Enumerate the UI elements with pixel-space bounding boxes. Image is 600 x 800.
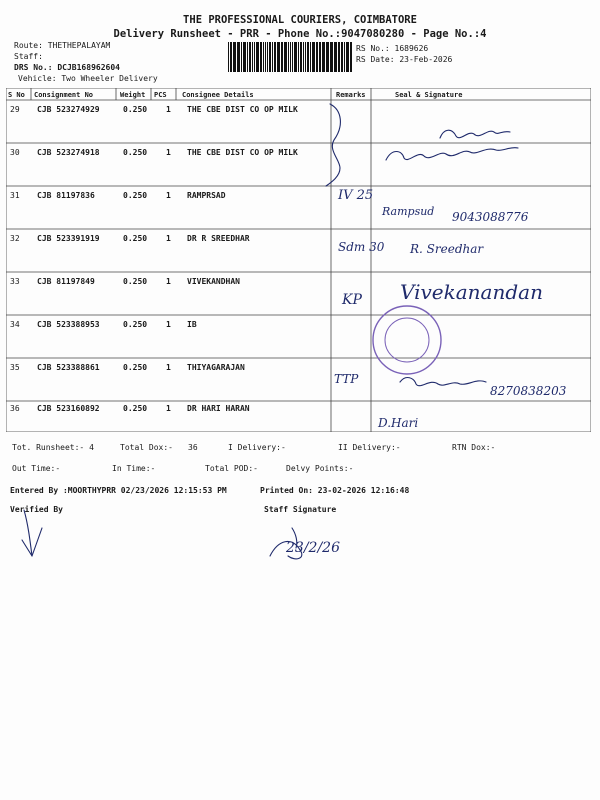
in-time-label: In Time:- bbox=[112, 464, 156, 473]
remark-row-35: TTP bbox=[334, 372, 359, 386]
signature-row-31-name: Rampsud bbox=[382, 205, 435, 218]
col-header-pcs: PCS bbox=[154, 91, 167, 99]
company-title: THE PROFESSIONAL COURIERS, COIMBATORE bbox=[183, 14, 417, 26]
row-sno: 30 bbox=[10, 148, 20, 157]
rs-number: RS No.: 1689626 bbox=[356, 44, 429, 53]
entered-by: Entered By :MOORTHYPRR 02/23/2026 12:15:53 PM bbox=[10, 486, 227, 495]
row-sno: 36 bbox=[10, 404, 20, 413]
drs-number: DRS No.: DCJB168962604 bbox=[14, 63, 120, 72]
row-consignment: CJB 523274918 bbox=[37, 148, 100, 157]
row-weight: 0.250 bbox=[123, 234, 148, 243]
staff-label: Staff: bbox=[14, 52, 43, 61]
vehicle-label: Vehicle: Two Wheeler Delivery bbox=[18, 74, 158, 83]
row-pcs: 1 bbox=[166, 404, 171, 413]
col-header-seal: Seal & Signature bbox=[395, 91, 463, 99]
row-consignment: CJB 523160892 bbox=[37, 404, 100, 413]
row-consignee: VIVEKANDHAN bbox=[187, 277, 240, 286]
row-pcs: 1 bbox=[166, 148, 171, 157]
row-consignment: CJB 523388953 bbox=[37, 320, 100, 329]
rtn-dox-label: RTN Dox:- bbox=[452, 443, 496, 452]
total-dox-label: Total Dox:- bbox=[120, 443, 173, 452]
row-pcs: 1 bbox=[166, 320, 171, 329]
delvy-points-label: Delvy Points:- bbox=[286, 464, 354, 473]
row-pcs: 1 bbox=[166, 363, 171, 372]
row-consignment: CJB 523391919 bbox=[37, 234, 100, 243]
row-weight: 0.250 bbox=[123, 320, 148, 329]
row-consignment: CJB 81197836 bbox=[37, 191, 95, 200]
signature-row-35-phone: 8270838203 bbox=[490, 384, 567, 398]
row-pcs: 1 bbox=[166, 277, 171, 286]
total-runsheet: Tot. Runsheet:- 4 bbox=[12, 443, 94, 452]
row-consignee: IB bbox=[187, 320, 197, 329]
staff-signature-label: Staff Signature bbox=[264, 505, 337, 514]
i-delivery-label: I Delivery:- bbox=[228, 443, 286, 452]
runsheet-subtitle: Delivery Runsheet - PRR - Phone No.:9047080280 - Page No.:4 bbox=[113, 28, 487, 40]
runsheet-table bbox=[6, 88, 591, 432]
row-pcs: 1 bbox=[166, 234, 171, 243]
row-weight: 0.250 bbox=[123, 363, 148, 372]
ii-delivery-label: II Delivery:- bbox=[338, 443, 401, 452]
row-consignment: CJB 523274929 bbox=[37, 105, 100, 114]
row-weight: 0.250 bbox=[123, 404, 148, 413]
row-sno: 33 bbox=[10, 277, 20, 286]
signature-row-31-phone: 9043088776 bbox=[452, 210, 529, 224]
row-sno: 32 bbox=[10, 234, 20, 243]
row-weight: 0.250 bbox=[123, 148, 148, 157]
remark-row-32: Sdm 30 bbox=[338, 240, 385, 254]
row-pcs: 1 bbox=[166, 191, 171, 200]
barcode-image bbox=[228, 42, 352, 72]
remark-row-33: KP bbox=[342, 292, 362, 308]
row-sno: 29 bbox=[10, 105, 20, 114]
signature-row-32: R. Sreedhar bbox=[410, 242, 484, 256]
row-sno: 31 bbox=[10, 191, 20, 200]
signature-row-36: D.Hari bbox=[378, 416, 419, 430]
row-pcs: 1 bbox=[166, 105, 171, 114]
out-time-label: Out Time:- bbox=[12, 464, 61, 473]
row-weight: 0.250 bbox=[123, 191, 148, 200]
col-header-consignment: Consignment No bbox=[34, 91, 94, 99]
row-consignee: THIYAGARAJAN bbox=[187, 363, 245, 372]
row-consignee: THE CBE DIST CO OP MILK bbox=[187, 148, 298, 157]
col-header-sno: S No bbox=[8, 91, 25, 99]
col-header-weight: Weight bbox=[120, 91, 146, 99]
printed-on: Printed On: 23-02-2026 12:16:48 bbox=[260, 486, 410, 495]
total-pod-label: Total POD:- bbox=[205, 464, 258, 473]
signature-row-33: Vivekanandan bbox=[400, 280, 543, 304]
col-header-remarks: Remarks bbox=[336, 91, 366, 99]
total-dox-value: 36 bbox=[188, 443, 198, 452]
row-sno: 35 bbox=[10, 363, 20, 372]
remark-row-31: IV 25 bbox=[338, 188, 374, 203]
staff-signature-date: 23/2/26 bbox=[286, 540, 340, 556]
rs-date: RS Date: 23-Feb-2026 bbox=[356, 55, 453, 64]
row-consignment: CJB 81197849 bbox=[37, 277, 95, 286]
row-weight: 0.250 bbox=[123, 277, 148, 286]
row-consignee: DR R SREEDHAR bbox=[187, 234, 250, 243]
row-weight: 0.250 bbox=[123, 105, 148, 114]
route-label: Route: THETHEPALAYAM bbox=[14, 41, 111, 50]
col-header-consignee: Consignee Details bbox=[182, 91, 254, 99]
row-consignment: CJB 523388861 bbox=[37, 363, 100, 372]
row-consignee: THE CBE DIST CO OP MILK bbox=[187, 105, 298, 114]
row-sno: 34 bbox=[10, 320, 20, 329]
row-consignee: DR HARI HARAN bbox=[187, 404, 250, 413]
verified-by-label: Verified By bbox=[10, 505, 63, 514]
row-consignee: RAMPRSAD bbox=[187, 191, 226, 200]
